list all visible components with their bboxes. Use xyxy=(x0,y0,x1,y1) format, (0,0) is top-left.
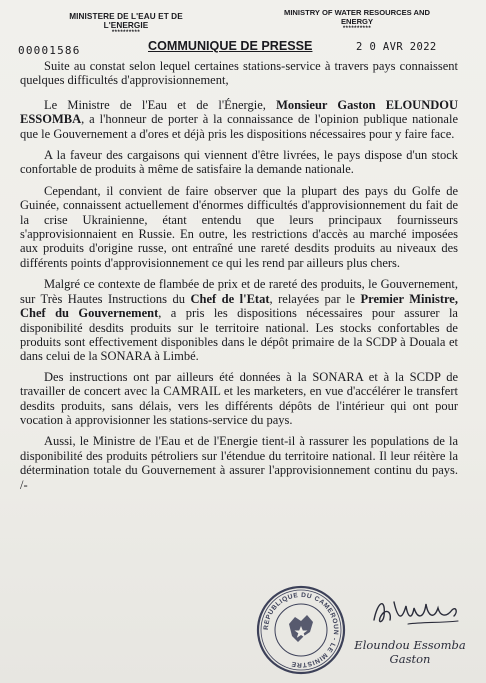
header-stars-right: ********** xyxy=(342,26,372,32)
reference-number: 00001586 xyxy=(18,44,81,57)
handwritten-signature xyxy=(368,590,464,632)
ministry-name-fr: MINISTERE DE L'EAU ET DE L'ENERGIE xyxy=(69,12,183,30)
stamp-ring-text: REPUBLIQUE DU CAMEROUN - LE MINISTRE xyxy=(262,591,340,669)
paragraph-5-mid: , relayées par le xyxy=(269,291,361,306)
paragraph-5-rest: , a pris les dispositions nécessaires pour assurer la disponibilité desdits produits sur le territoire national. Les stocks confortables de produits sont effectivement disponibles dans le dépôt primaire de la SCDP à Douala et dans celui de la SONARA à Limbé. xyxy=(20,306,458,364)
paragraph-2 xyxy=(20,98,458,141)
paragraph-2-intro: Le Ministre de l'Eau et de l'Énergie, xyxy=(44,97,277,112)
communique-body xyxy=(20,59,458,499)
paragraph-1: Suite au constat selon lequel certaines stations-service à travers pays connaissent quelques difficultés d'approvisionnement, xyxy=(20,59,458,88)
paragraph-3: A la faveur des cargaisons qui viennent d'être livrées, le pays dispose d'un stock confortable de produits à même de satisfaire la demande nationale. xyxy=(20,148,458,177)
head-of-state: Chef de l'Etat xyxy=(190,291,270,306)
ministry-header-en xyxy=(268,8,446,32)
paragraph-4: Cependant, il convient de faire observer que la plupart des pays du Golfe de Guinée, connaissent actuellement d'énormes difficultés d'approvisionnement du fait de la crise Ukrainienne, étant entendu que leurs principaux fournisseurs s'approvisionnaient en Russie. En outre, les restrictions d'accès au marché imposées aux produits d'origine russe, ont entraîné une rareté desdits produits au niveaux des différents points d'approvisionnement ce qui les rend par ailleurs plus chers. xyxy=(20,183,458,270)
paragraph-5 xyxy=(20,277,458,363)
paragraph-2-rest: , a l'honneur de porter à la connaissance de l'opinion publique nationale que le Gouvernement a d'ores et déjà pris les dispositions nécessaires pour y faire face. xyxy=(20,112,458,141)
paragraph-6: Des instructions ont par ailleurs été données à la SONARA et à la SCDP de travailler de concert avec la CAMRAIL et les marketers, en vue d'accélérer le transfert desdits produits, sans délais, vers les différents dépôts de l'intérieur qui ont pour vocation à approvisionner les stations-service du pays. xyxy=(20,369,458,427)
minister-name: Monsieur Gaston ELOUNDOU ESSOMBA xyxy=(20,97,459,127)
ministry-name-en-line1: MINISTRY OF WATER RESOURCES AND xyxy=(284,8,430,17)
signatory-name: Eloundou Essomba Gaston xyxy=(354,638,466,666)
paragraph-7: Aussi, le Ministre de l'Eau et de l'Energie tient-il à rassurer les populations de la disponibilité des produits pétroliers sur l'étendue du territoire national. Il leur réitère la détermination totale du Gouvernement à assurer l'approvisionnement continu du pays. /- xyxy=(20,434,458,492)
document-title: COMMUNIQUE DE PRESSE xyxy=(148,39,313,53)
ministry-name-en-line2: ENERGY xyxy=(340,17,374,26)
ministry-header-fr xyxy=(46,12,206,36)
official-stamp xyxy=(255,584,347,676)
paragraph-5-intro: Malgré ce contexte de flambée de prix et de rareté des produits, le Gouvernement, sur Très Hautes Instructions du xyxy=(20,277,458,306)
header-stars-left: ********** xyxy=(111,30,141,36)
document-date: 2 0 AVR 2022 xyxy=(356,41,437,53)
prime-minister: Premier Ministre, Chef du Gouvernement xyxy=(20,291,458,321)
